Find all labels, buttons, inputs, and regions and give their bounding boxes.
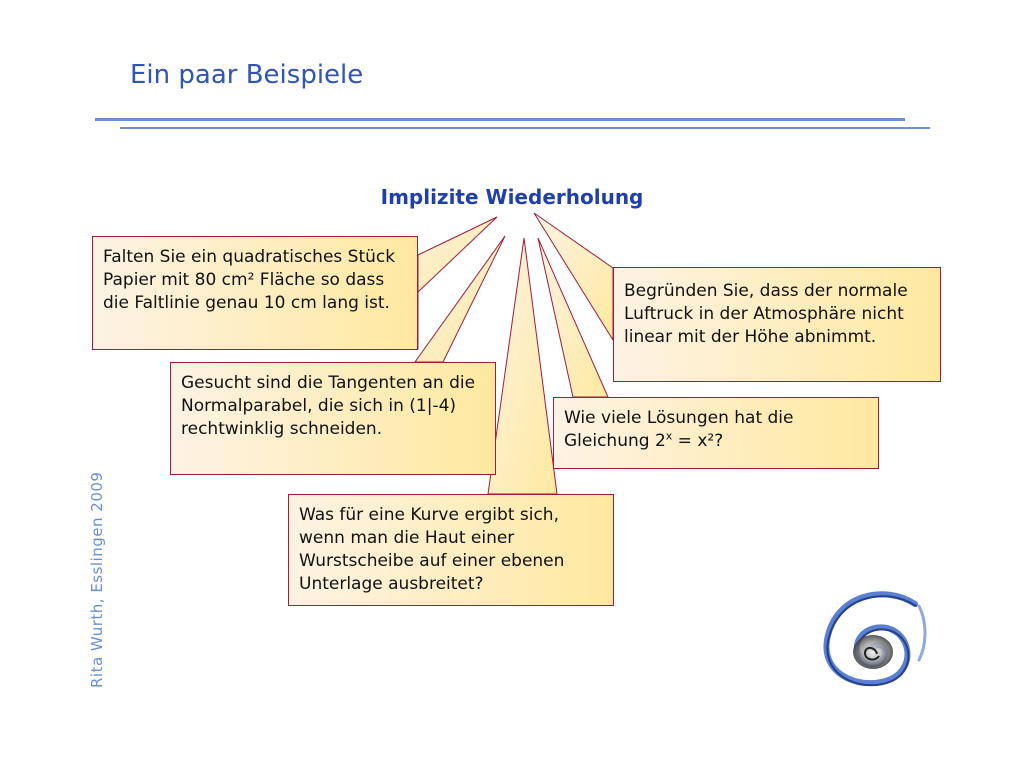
central-heading: Implizite Wiederholung <box>380 185 644 209</box>
spiral-logo-icon <box>815 582 935 700</box>
callout-loesungen-exponent: x <box>665 429 673 443</box>
callout-falten <box>92 236 418 350</box>
callout-gesucht <box>170 362 496 475</box>
callout-kurve <box>288 494 614 606</box>
callout-kurve-text: Was für eine Kurve ergibt sich, wenn man die Haut einer Wurstscheibe auf einer ebenen Unterlage ausbreitet? <box>299 505 565 594</box>
callout-loesungen <box>553 397 879 469</box>
callout-gesucht-text: Gesucht sind die Tangenten an die Normalparabel, die sich in (1|-4) rechtwinklig schneiden. <box>181 373 476 439</box>
callout-begruenden <box>613 267 941 382</box>
author-credit: Rita Wurth, Esslingen 2009 <box>88 471 106 688</box>
callout-begruenden-text: Begründen Sie, dass der normale Luftruck in der Atmosphäre nicht linear mit der Höhe abnimmt. <box>624 281 908 347</box>
callout-loesungen-prefix: Wie viele Lösungen hat die Gleichung 2 <box>564 408 794 451</box>
slide-title: Ein paar Beispiele <box>130 60 364 90</box>
callout-falten-text: Falten Sie ein quadratisches Stück Papier mit 80 cm² Fläche so dass die Faltlinie genau 10 cm lang ist. <box>103 247 396 313</box>
callout-loesungen-suffix: = x²? <box>672 431 724 451</box>
